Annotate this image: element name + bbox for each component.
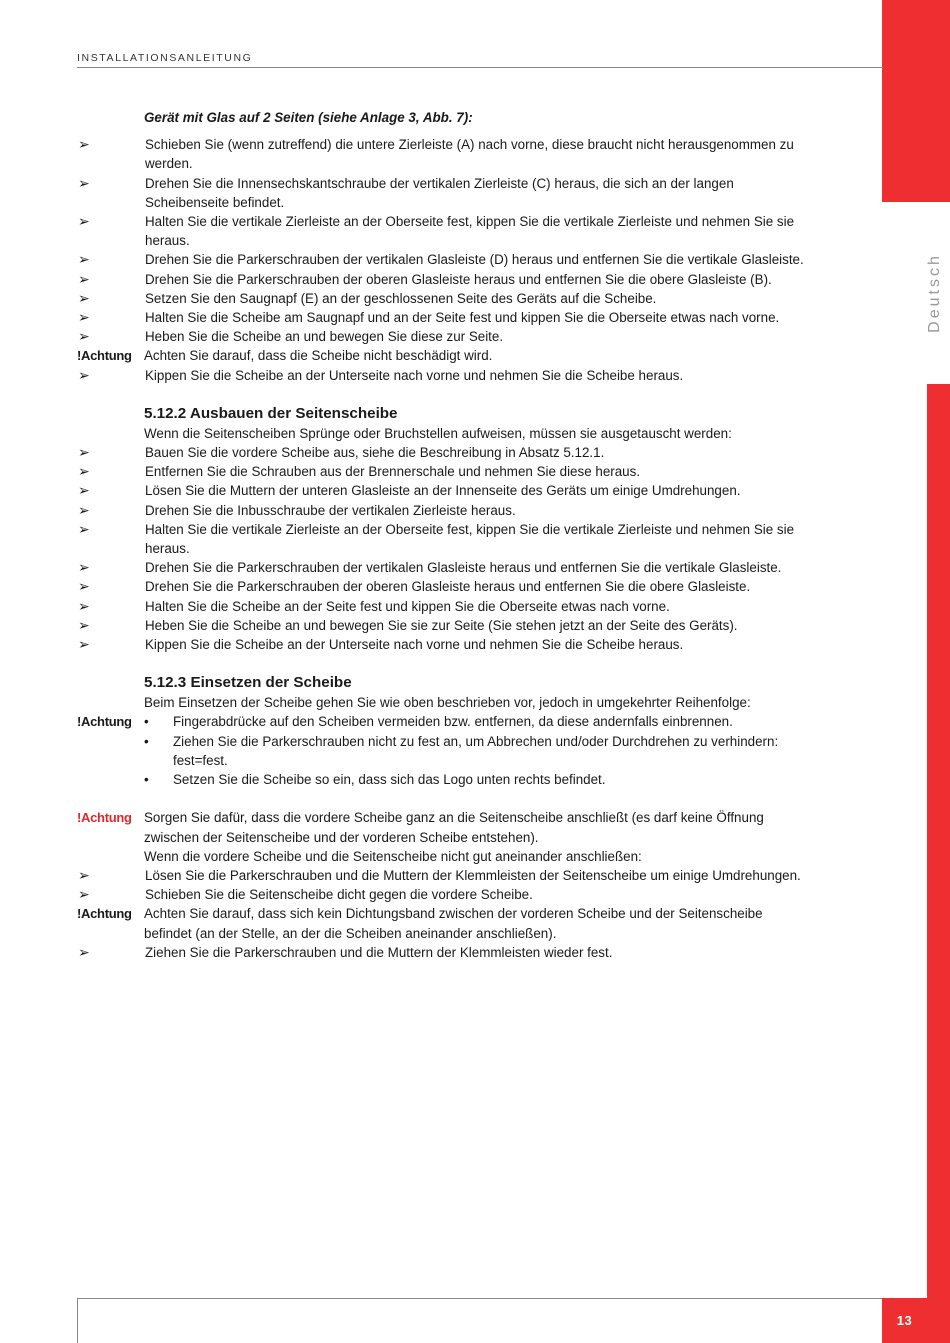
arrow-bullet-icon: ➢: [78, 866, 90, 883]
arrow-bullet-icon: ➢: [78, 886, 90, 903]
intro-title-row: [77, 108, 807, 135]
list-item: ➢ Kippen Sie die Scheibe an der Unterseite nach vorne und nehmen Sie die Scheibe heraus.: [77, 635, 807, 654]
red-tab-side: [927, 384, 950, 1343]
arrow-bullet-icon: ➢: [78, 328, 90, 345]
list-item: ➢ Schieben Sie die Seitenscheibe dicht gegen die vordere Scheibe.: [77, 885, 807, 904]
final-lead: Wenn die vordere Scheibe und die Seitenscheibe nicht gut aneinander anschließen:: [144, 848, 642, 864]
language-tab-label: Deutsch: [926, 253, 943, 333]
list-item: ➢ Drehen Sie die Inbusschraube der vertikalen Zierleiste heraus.: [77, 501, 807, 520]
arrow-bullet-icon: ➢: [78, 136, 90, 153]
list-item: ➢ Ziehen Sie die Parkerschrauben und die Muttern der Klemmleisten wieder fest.: [77, 943, 807, 962]
list-item: ➢ Schieben Sie (wenn zutreffend) die untere Zierleiste (A) nach vorne, diese braucht nicht herausgenommen zu werden.: [78, 136, 794, 172]
arrow-bullet-icon: ➢: [78, 366, 90, 383]
dot-bullet-icon: •: [144, 772, 149, 788]
arrow-bullet-icon: ➢: [78, 520, 90, 537]
arrow-bullet-icon: ➢: [78, 616, 90, 633]
list-item: ➢ Kippen Sie die Scheibe an der Unterseite nach vorne und nehmen Sie die Scheibe heraus.: [77, 366, 807, 385]
arrow-bullet-icon: ➢: [78, 597, 90, 614]
arrow-bullet-icon: ➢: [78, 174, 90, 191]
bullet-item: • Ziehen Sie die Parkerschrauben nicht zu fest an, um Abbrechen und/oder Durchdrehen zu verhindern: fest=fest.: [144, 733, 779, 768]
bullet-item: • Fingerabdrücke auf den Scheiben vermeiden bzw. entfernen, da diese andernfalls einbrennen.: [144, 712, 807, 731]
page-content: [77, 108, 807, 962]
list-item: ➢ Drehen Sie die Parkerschrauben der vertikalen Glasleiste (D) heraus und entfernen Sie die vertikale Glasleiste.: [77, 250, 807, 269]
list-item: ➢ Heben Sie die Scheibe an und bewegen Sie sie zur Seite (Sie stehen jetzt an der Seite des Geräts).: [77, 616, 807, 635]
critical-warning: !Achtung Sorgen Sie dafür, dass die vordere Scheibe ganz an die Seitenscheibe anschließt (es darf keine Öffnung zwischen der Seitenscheibe und der vorderen Scheibe entstehen).: [77, 810, 764, 845]
page-number: 13: [882, 1298, 927, 1343]
intro-title: Gerät mit Glas auf 2 Seiten (siehe Anlage 3, Abb. 7):: [144, 110, 473, 125]
footer-margin-line: [77, 1298, 78, 1343]
dot-bullet-icon: •: [144, 714, 149, 730]
list-item: ➢ Halten Sie die Scheibe am Saugnapf und an der Seite fest und kippen Sie die Oberseite etwas nach vorne.: [77, 308, 807, 327]
list-item: ➢ Lösen Sie die Parkerschrauben und die Muttern der Klemmleisten der Seitenscheibe um einige Umdrehungen.: [77, 866, 807, 885]
list-item: ➢ Drehen Sie die Parkerschrauben der oberen Glasleiste heraus und entfernen Sie die obere Glasleiste.: [77, 577, 807, 596]
bullet-item: • Setzen Sie die Scheibe so ein, dass sich das Logo unten rechts befindet.: [144, 770, 807, 789]
warning-item: !Achtung Achten Sie darauf, dass die Scheibe nicht beschädigt wird.: [77, 346, 807, 365]
arrow-bullet-icon: ➢: [78, 444, 90, 461]
section-lead: Wenn die Seitenscheiben Sprünge oder Bruchstellen aufweisen, müssen sie ausgetauscht werden:: [144, 425, 732, 441]
intro-list: [77, 135, 807, 385]
arrow-bullet-icon: ➢: [78, 559, 90, 576]
arrow-bullet-icon: ➢: [78, 463, 90, 480]
list-item: ➢ Halten Sie die vertikale Zierleiste an der Oberseite fest, kippen Sie die vertikale Zierleiste und nehmen Sie sie heraus.: [78, 213, 795, 249]
list-item: ➢ Lösen Sie die Muttern der unteren Glasleiste an der Innenseite des Geräts um einige Umdrehungen.: [77, 481, 807, 500]
warning-label: !Achtung: [77, 348, 132, 364]
warning-item: !Achtung Achten Sie darauf, dass sich kein Dichtungsband zwischen der vorderen Scheibe und der Seitenscheibe befindet (an der Stelle, an der die Scheiben aneinander anschließen).: [77, 906, 763, 941]
list-item: ➢ Halten Sie die Scheibe an der Seite fest und kippen Sie die Oberseite etwas nach vorne.: [77, 597, 807, 616]
warning-label: !Achtung: [77, 714, 132, 730]
arrow-bullet-icon: ➢: [78, 309, 90, 326]
arrow-bullet-icon: ➢: [78, 213, 90, 230]
list-item: ➢ Setzen Sie den Saugnapf (E) an der geschlossenen Seite des Geräts auf die Scheibe.: [77, 289, 807, 308]
section-lead: Beim Einsetzen der Scheibe gehen Sie wie oben beschrieben vor, jedoch in umgekehrter Reihenfolge:: [144, 695, 751, 711]
red-tab-top: [882, 0, 950, 202]
arrow-bullet-icon: ➢: [78, 289, 90, 306]
arrow-bullet-icon: ➢: [78, 501, 90, 518]
arrow-bullet-icon: ➢: [78, 270, 90, 287]
dot-bullet-icon: •: [144, 733, 149, 749]
list-item: ➢ Bauen Sie die vordere Scheibe aus, siehe die Beschreibung in Absatz 5.12.1.: [77, 443, 807, 462]
arrow-bullet-icon: ➢: [78, 578, 90, 595]
warning-block: [77, 712, 807, 789]
list-item: ➢ Halten Sie die vertikale Zierleiste an der Oberseite fest, kippen Sie die vertikale Zierleiste und nehmen Sie sie heraus.: [78, 520, 795, 557]
arrow-bullet-icon: ➢: [78, 251, 90, 268]
list-item: ➢ Drehen Sie die Parkerschrauben der oberen Glasleiste heraus und entfernen Sie die obere Glasleiste (B).: [77, 270, 807, 289]
footer-divider: [77, 1298, 882, 1299]
running-header: INSTALLATIONSANLEITUNG: [77, 52, 253, 64]
arrow-bullet-icon: ➢: [78, 943, 90, 960]
section-heading-5-12-2: 5.12.2 Ausbauen der Seitenscheibe: [144, 404, 398, 422]
arrow-bullet-icon: ➢: [78, 636, 90, 653]
arrow-bullet-icon: ➢: [78, 482, 90, 499]
list-item: ➢ Heben Sie die Scheibe an und bewegen Sie diese zur Seite.: [77, 327, 807, 346]
list-item: ➢ Drehen Sie die Parkerschrauben der vertikalen Glasleiste heraus und entfernen Sie die vertikale Glasleiste.: [77, 558, 807, 577]
removal-steps-list: [77, 443, 807, 654]
critical-warning-label: !Achtung: [77, 810, 132, 826]
warning-label: !Achtung: [77, 906, 132, 922]
final-steps-list: [77, 866, 807, 962]
warning-bullets: [144, 712, 807, 789]
header-divider: [77, 67, 883, 68]
list-item: ➢ Entfernen Sie die Schrauben aus der Brennerschale und nehmen Sie diese heraus.: [77, 462, 807, 481]
list-item: ➢ Drehen Sie die Innensechskantschraube der vertikalen Zierleiste (C) heraus, die sich an der langen Scheibenseite befindet.: [78, 174, 734, 210]
section-heading-5-12-3: 5.12.3 Einsetzen der Scheibe: [144, 674, 352, 692]
